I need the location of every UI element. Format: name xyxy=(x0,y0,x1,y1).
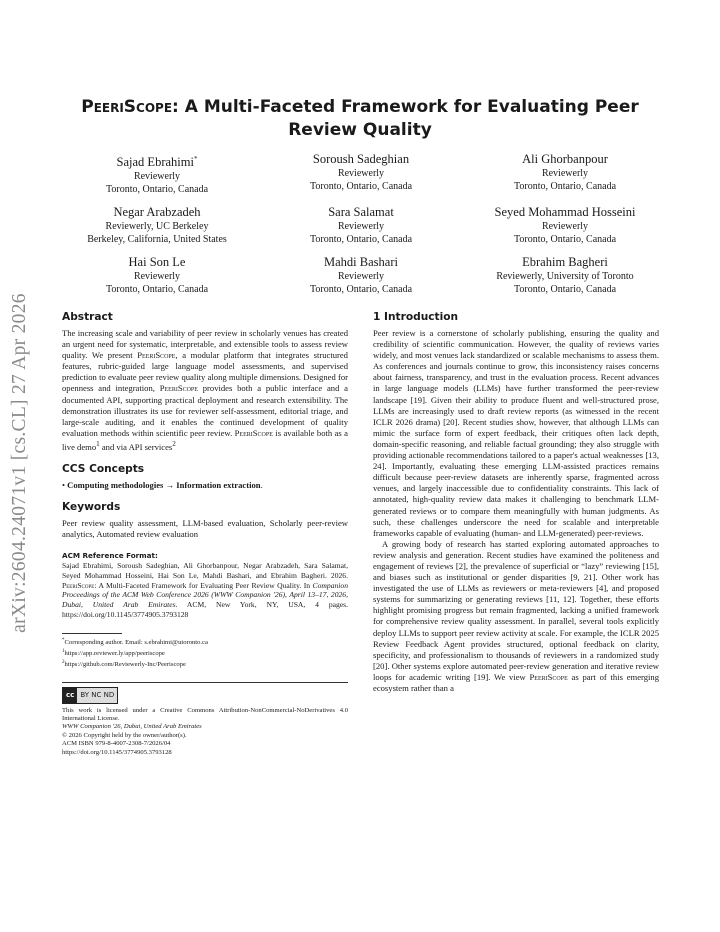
acm-ref-venue: Companion Proceedings of the ACM Web Conference 2026 (WWW Companion '26), April 13–17, 2026, Dubai, United Arab Emirates xyxy=(62,580,348,610)
author-mark: * xyxy=(193,155,198,163)
footnote-mark: 2 xyxy=(62,659,65,665)
author-name xyxy=(463,254,667,270)
intro-paragraph-1: Peer review is a cornerstone of scholarly publishing, ensuring the quality and credibility of scientific communication. However, the quality of reviews varies widely, and most venues lack standardized or scalable mechanisms to assess them. As conferences and journals continue to grow, this inconsistency raises concerns about fairness, transparency, and trust in the evaluation process. Recent advances in large language models (LLMs) have further transformed the peer-review landscape [19]. Given their ability to produce fluent and well-structured prose, LLMs are increasingly used to draft review reports (as witnessed in the recent ICLR 2026 drama) [20]. Recent studies show, however, that although LLMs can mimic the surface form of expert feedback, their critiques often lack depth, domain-specific reasoning, and reliable factual grounding; they also struggle with providing actionable recommendations tailored to a paper's actual weaknesses [13, 24]. Importantly, evaluating these emerging LLM-assisted practices remains difficult because peer-review datasets are inherently sparse, fragmented across venues, and largely inaccessible due to confidentiality constraints. This lack of annotated, high-quality review data makes it challenging to benchmark LLM-generated reviews or to compare them meaningfully with human judgments. As such, these challenges underscore the need for scalable and interpretable frameworks capable of evaluating (human- and LLM-generated) peer-reviews. xyxy=(373,328,659,538)
left-column xyxy=(62,311,348,757)
keywords-text: Peer review quality assessment, LLM-based evaluation, Scholarly peer-review analytics, Automated review evaluation xyxy=(62,517,348,540)
author-row xyxy=(55,151,667,196)
author-name xyxy=(55,204,259,220)
acm-ref-text-b: : A Multi-Faceted Framework for Evaluating Peer Review Quality. In xyxy=(94,580,313,590)
author-location: Toronto, Ontario, Canada xyxy=(105,284,209,296)
author-location: Toronto, Ontario, Canada xyxy=(513,181,617,192)
footnotes xyxy=(62,633,348,669)
title-brand: PeeriScope xyxy=(81,97,173,117)
abstract-text-c: provides both a public interface and a documented API, supporting practical deployment and research extensibility. The demonstration illustrates its use for reviewer self-assessment, editorial triage, and large-scale auditing, and it enables the continued development of quality evaluation methods within scientific peer review. xyxy=(62,383,348,438)
author-name xyxy=(259,254,463,270)
cc-badge-right: BY NC ND xyxy=(77,688,117,703)
author-location: Toronto, Ontario, Canada xyxy=(309,181,413,192)
license-line2 xyxy=(62,723,348,731)
author-row xyxy=(55,254,667,296)
author-entry xyxy=(259,151,463,196)
license-line5[interactable]: https://doi.org/10.1145/3774905.3793128 xyxy=(62,748,172,756)
abstract-text-b: , a modular platform that integrates structured features, rubric-guided large language model assessments, and supervised prediction to evaluate peer review quality along multiple dimensions. Designed for openness and integration, xyxy=(62,350,348,394)
author-entry xyxy=(463,254,667,296)
author-affiliation: Reviewerly xyxy=(337,271,385,283)
author-location: Toronto, Ontario, Canada xyxy=(513,234,617,246)
license-line1: This work is licensed under a Creative Commons Attribution-NonCommercial-NoDerivatives 4.0 International License. xyxy=(62,706,348,722)
author-entry xyxy=(463,204,667,246)
author-location: Toronto, Ontario, Canada xyxy=(105,184,209,196)
abstract-brand-2: PeeriScope xyxy=(159,383,198,394)
author-entry xyxy=(55,204,259,246)
introduction-heading: 1 Introduction xyxy=(373,311,459,323)
author-entry xyxy=(463,151,667,196)
footnote-link[interactable]: https://github.com/Reviewerly-Inc/Peeriscope xyxy=(64,661,186,669)
license-line3: © 2026 Copyright held by the owner/author(s). xyxy=(62,731,187,739)
author-name-text: Sara Salamat xyxy=(328,205,394,220)
acm-ref-text-a: Sajad Ebrahimi, Soroush Sadeghian, Ali Ghorbanpour, Negar Arabzadeh, Sara Salamat, Seyed Mohammad Hosseini, Hai Son Le, Mahdi Bashari, and Ebrahim Bagheri. 2026. xyxy=(62,561,348,580)
ccs-item: Computing methodologies xyxy=(67,479,164,490)
footnote-link[interactable]: https://app.reviewer.ly/app/peeriscope xyxy=(64,650,165,658)
ccs-item-2: Information extraction xyxy=(176,479,261,490)
ccs-bullet: • xyxy=(62,479,66,490)
footnote-mark: 1 xyxy=(62,649,65,655)
cc-license-icon[interactable] xyxy=(62,687,118,704)
author-affiliation: Reviewerly, University of Toronto xyxy=(496,271,634,283)
title-line1: : A Multi-Faceted Framework for Evaluating Peer xyxy=(172,97,639,117)
ccs-section xyxy=(62,463,348,491)
abstract-text-d: is available both as a live demo xyxy=(62,427,348,452)
abstract-brand-3: PeeriScope xyxy=(234,427,273,438)
abstract-section xyxy=(62,311,348,453)
license-rule xyxy=(62,682,348,683)
ccs-heading: CCS Concepts xyxy=(62,462,145,475)
cc-badge-left: cc xyxy=(63,688,77,703)
license-line4: ACM ISBN 979-8-4007-2308-7/2026/04 xyxy=(62,740,171,748)
author-entry xyxy=(55,254,259,296)
footnote-ref-2[interactable]: 2 xyxy=(172,439,176,448)
abstract-heading: Abstract xyxy=(62,311,113,323)
footnote-1 xyxy=(62,648,348,659)
right-column xyxy=(373,311,659,694)
abstract-brand-1: PeeriScope xyxy=(137,350,176,361)
license-venue: WWW Companion '26, Dubai, United Arab Emirates xyxy=(62,723,202,731)
title-line2: Review Quality xyxy=(288,120,432,140)
footnote-2 xyxy=(62,659,348,670)
intro-p2-a: A growing body of research has started exploring automated approaches to review analysis and generation. Recent studies have examined the politeness and engagement of reviews [2], the prevalence of superficial or “lazy” reviewing [15], and biases such as institutional or gender disparities [9, 21]. Other work has investigated the use of LLMs as reviewers or meta-reviewers [4], and proposed systems for summarizing or generating reviews [11, 12]. Together, these efforts highlight promising progress but remain fragmented, lacking a unified framework for comprehensive review quality assessment. In parallel, several tools explicitly deploy LLMs to support peer review activity at scale. For example, the ICLR 2025 Review Feedback Agent provides structured, optional feedback on clarity, specificity, and professionalism to thousands of reviewers in a randomized study [20]. Other systems explore automated peer-review generation and iterative review loops for academic writing [19]. We view xyxy=(373,538,659,682)
intro-paragraph-2 xyxy=(373,539,659,694)
acm-reference-heading: ACM Reference Format: xyxy=(62,551,158,561)
author-name-text: Ebrahim Bagheri xyxy=(522,255,608,270)
abstract-text xyxy=(62,328,348,453)
keywords-heading: Keywords xyxy=(62,500,121,513)
author-name-text: Negar Arabzadeh xyxy=(113,205,201,220)
author-name-text: Sajad Ebrahimi xyxy=(116,155,194,170)
ccs-concepts xyxy=(62,480,348,491)
author-affiliation: Reviewerly xyxy=(541,221,589,233)
author-entry xyxy=(259,254,463,296)
footnote-mark: * xyxy=(62,638,65,644)
license-block xyxy=(62,687,348,757)
author-name xyxy=(259,204,463,220)
author-name xyxy=(259,151,463,167)
intro-p2-b: as part of this emerging ecosystem rather than a xyxy=(373,671,659,693)
author-affiliation: Reviewerly, UC Berkeley xyxy=(105,221,209,233)
acm-ref-text-c: . ACM, New York, NY, USA, 4 pages. https://doi.org/10.1145/3774905.3793128 xyxy=(62,600,349,619)
keywords-section xyxy=(62,501,348,540)
author-affiliation: Reviewerly xyxy=(337,168,385,179)
acm-reference-text xyxy=(62,561,348,619)
author-affiliation: Reviewerly xyxy=(133,171,181,183)
author-block xyxy=(55,151,667,304)
footnote-ref-1[interactable]: 1 xyxy=(96,439,100,448)
paper-title xyxy=(60,96,660,142)
author-name xyxy=(463,151,667,167)
author-row xyxy=(55,204,667,246)
footnote-text[interactable]: Corresponding author. Email: s.ebrahimi@utoronto.ca xyxy=(64,639,208,647)
author-name-text: Seyed Mohammad Hosseini xyxy=(494,205,636,220)
author-name-text: Soroush Sadeghian xyxy=(312,152,410,166)
arxiv-stamp: arXiv:2604.24071v1 [cs.CL] 27 Apr 2026 xyxy=(9,293,30,633)
author-location: Toronto, Ontario, Canada xyxy=(513,284,617,296)
abstract-text-e: and via API services xyxy=(99,441,173,452)
author-location: Toronto, Ontario, Canada xyxy=(309,284,413,296)
author-name-text: Ali Ghorbanpour xyxy=(522,152,608,166)
author-name xyxy=(463,204,667,220)
footnote-rule xyxy=(62,633,122,634)
author-affiliation: Reviewerly xyxy=(541,168,589,179)
intro-brand: PeeriScope xyxy=(529,671,568,682)
arrow-right-icon: → xyxy=(165,479,175,490)
author-name-text: Mahdi Bashari xyxy=(324,255,398,270)
author-entry xyxy=(259,204,463,246)
acm-ref-brand: PeeriScope xyxy=(62,580,95,590)
author-affiliation: Reviewerly xyxy=(337,221,385,233)
abstract-text-a: The increasing scale and variability of peer review in scholarly venues has created an urgent need for systematic, interpretable, and extensible tools to assess review quality. We present xyxy=(62,328,348,361)
author-location: Toronto, Ontario, Canada xyxy=(309,234,413,246)
author-name-text: Hai Son Le xyxy=(128,255,186,270)
acm-reference xyxy=(62,550,348,619)
author-entry xyxy=(55,151,259,196)
author-affiliation: Reviewerly xyxy=(133,271,181,283)
author-name xyxy=(55,151,259,170)
ccs-end: . xyxy=(260,479,263,490)
author-location: Berkeley, California, United States xyxy=(87,234,227,246)
author-name xyxy=(55,254,259,270)
footnote-corresponding xyxy=(62,637,348,648)
